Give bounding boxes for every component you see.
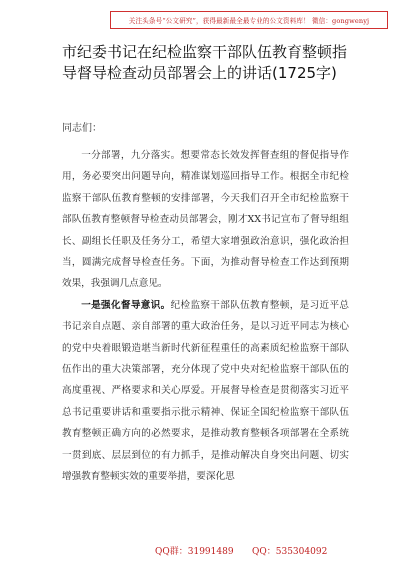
paragraph-2-lead: 一是强化督导意识。 [81,299,171,311]
promo-banner [110,11,388,29]
promo-banner-text: 关注头条号“公文研究”，获得最新最全最专业的公文资料库！ 微信：gongwenyj [128,17,370,25]
paragraph-2 [62,295,349,488]
footer-qq-group: QQ群：31991489 [155,547,234,557]
paragraph-2-body: 纪检监察干部队伍教育整顿，是习近平总书记亲自点题、亲自部署的重大政治任务，是以习近平同志为核心的党中央着眼锻造堪当新时代新征程重任的高素质纪检监察干部队伍作出的重大决策部署，充分体现了党中央对纪检监察干部队伍的高度重视、严格要求和关心厚爱。开展督导检查是贯彻落实习近平总书记重要讲话和重要指示批示精神、保证全国纪检监察干部队伍教育整顿正确方向的必然要求，是推动教育整顿各项部署在全系统一贯到底、层层到位的有力抓手，是推动解决自身突出问题、切实增强教育整顿实效的重要举措，要深化思 [62,299,350,483]
paragraph-1: 一分部署，九分落实。想要常态长效发挥督查组的督促指导作用，务必要突出问题导向，精准谋划巡回指导工作。根据全市纪检监察干部队伍教育整顿的安排部署，今天我们召开全市纪检监察干部队伍教育整顿督导检查动员部署会，刚才XX书记宣布了督导组组长、副组长任职及任务分工，希望大家增强政治意识，强化政治担当，圆满完成督导检查任务。下面，为推动督导检查工作达到预期效果，我强调几点意见。 [62,150,349,290]
document-title: 市纪委书记在纪检监察干部队伍教育整顿指导督导检查动员部署会上的讲话(1725字) [62,43,348,82]
salutation: 同志们： [62,123,102,134]
footer-qq-contact: QQ：535304092 [252,547,328,557]
document-body [62,145,349,488]
footer [0,544,408,562]
